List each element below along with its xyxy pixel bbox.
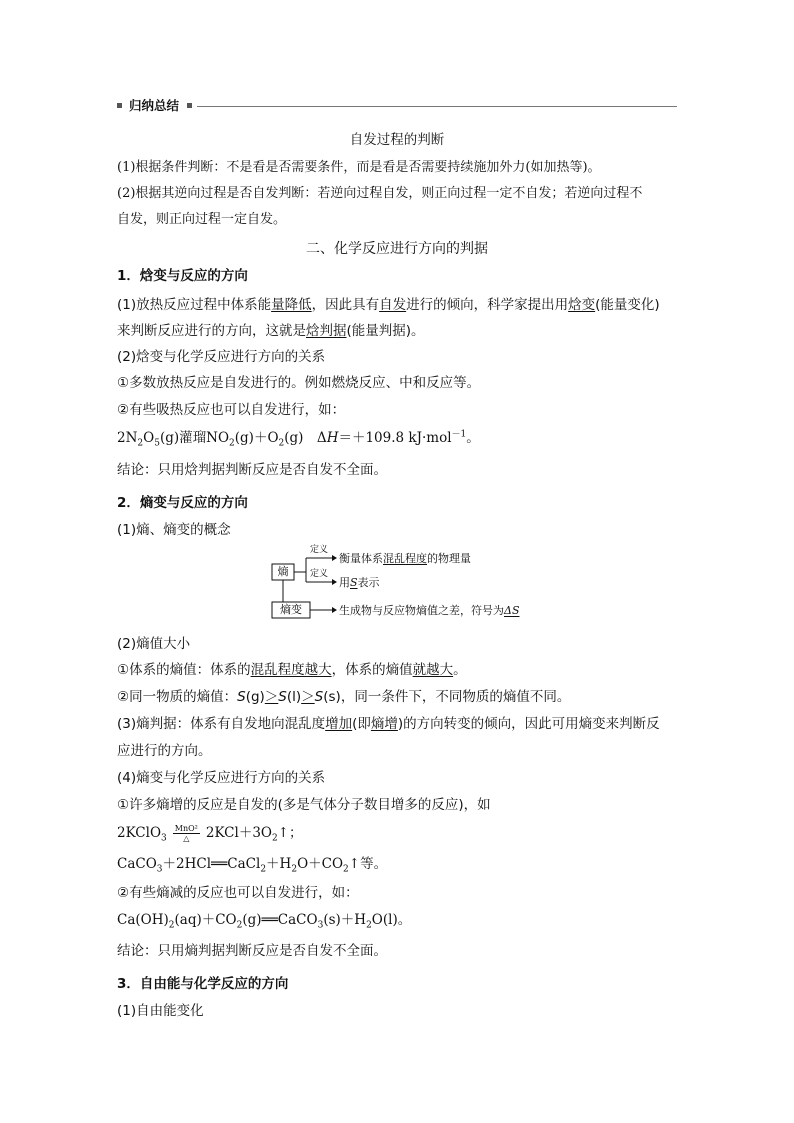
s1-paragraph-3: ①多数放热反应是自发进行的。例如燃烧反应、中和反应等。 <box>117 375 481 391</box>
judge-paragraph-2: (2)根据其逆向过程是否自发判断：若逆向过程自发，则正向过程一定不自发；若逆向过程不 <box>117 186 643 201</box>
s1-heading: 1．焓变与反应的方向 <box>117 268 248 284</box>
s2-paragraph-3: ①体系的熵值：体系的混乱程度越大，体系的熵值就越大。 <box>117 662 467 678</box>
summary-header-title: 归纳总结 <box>129 98 180 113</box>
judge-paragraph-2-cont: 自发，则正向过程一定自发。 <box>117 212 287 227</box>
s2-paragraph-5: (3)熵判据：体系有自发地向混乱度增加(即熵增)的方向转变的倾向，因此可用熵变来判断反 <box>117 716 660 732</box>
s1-paragraph-1-cont: 来判断反应进行的方向，这就是焓判据(能量判据)。 <box>117 323 425 339</box>
box-entropy-change: 熵变 <box>280 603 302 616</box>
s1-paragraph-4: ②有些吸热反应也可以自发进行，如： <box>117 402 346 418</box>
box-entropy: 熵 <box>277 565 289 578</box>
s2-equation-2: $CaCO_3+2HCl══CaCl_2+H_2O+CO_2↑$等。 <box>117 856 388 875</box>
s2-paragraph-8: ②有些熵减的反应也可以自发进行，如： <box>117 885 359 901</box>
def-label-1: 定义 <box>310 545 329 555</box>
s2-conclusion: 结论：只用熵判据判断反应是否自发不全面。 <box>117 943 387 959</box>
reaction-condition: $\frac{\text{MnO²}}{\triangle}$ <box>174 824 198 843</box>
s2-paragraph-5-cont: 应进行的方向。 <box>117 743 212 759</box>
def-text-2: 用S表示 <box>339 576 380 589</box>
header-divider <box>197 106 677 107</box>
s2-equation-3: $Ca(OH)_2(aq)+CO_2(g)══CaCO_3(s)+H_2O(l)$。 <box>117 912 412 931</box>
judge-paragraph-1: (1)根据条件判断：不是看是否需要条件，而是看是否需要持续施加外力(如加热等)。 <box>117 160 601 175</box>
square-bullet-icon <box>117 103 122 108</box>
s1-paragraph-1: (1)放热反应过程中体系能量降低，因此具有自发进行的倾向，科学家提出用焓变(能量变化) <box>117 297 660 313</box>
def-text-3: 生成物与反应物熵值之差，符号为ΔS <box>339 604 520 617</box>
section-title: 自发过程的判断 <box>349 132 445 148</box>
s2-paragraph-7: ①许多熵增的反应是自发的(多是气体分子数目增多的反应)，如 <box>117 797 491 813</box>
main-heading: 二、化学反应进行方向的判据 <box>306 241 488 257</box>
s2-paragraph-2: (2)熵值大小 <box>117 636 191 652</box>
s2-paragraph-4: ②同一物质的熵值：S(g)＞S(l)＞S(s)，同一条件下，不同物质的熵值不同。 <box>117 689 571 705</box>
s1-equation: $2N_2O_5(g)$灌瑠$NO_2(g)+O_2(g)$ ΔH＝＋109.8 kJ·mol$^{-1}$。 <box>117 429 480 449</box>
def-text-1: 衡量体系混乱程度的物理量 <box>339 552 471 565</box>
entropy-concept-diagram <box>268 544 528 622</box>
s1-conclusion: 结论：只用焓判据判断反应是否自发不全面。 <box>117 462 387 478</box>
s1-paragraph-2: (2)焓变与化学反应进行方向的关系 <box>117 349 326 365</box>
square-bullet-icon <box>187 103 192 108</box>
s2-paragraph-6: (4)熵变与化学反应进行方向的关系 <box>117 770 326 786</box>
summary-header <box>117 98 677 114</box>
s3-heading: 3．自由能与化学反应的方向 <box>117 976 289 992</box>
s2-heading: 2．熵变与反应的方向 <box>117 495 248 511</box>
def-label-2: 定义 <box>310 569 329 579</box>
s2-equation-1: 2KClO$_3$ $\frac{\text{MnO²}}{\triangle}$ $2KCl+3O_2↑$； <box>117 824 303 844</box>
s3-paragraph-1: (1)自由能变化 <box>117 1003 204 1019</box>
s2-paragraph-1: (1)熵、熵变的概念 <box>117 522 231 538</box>
